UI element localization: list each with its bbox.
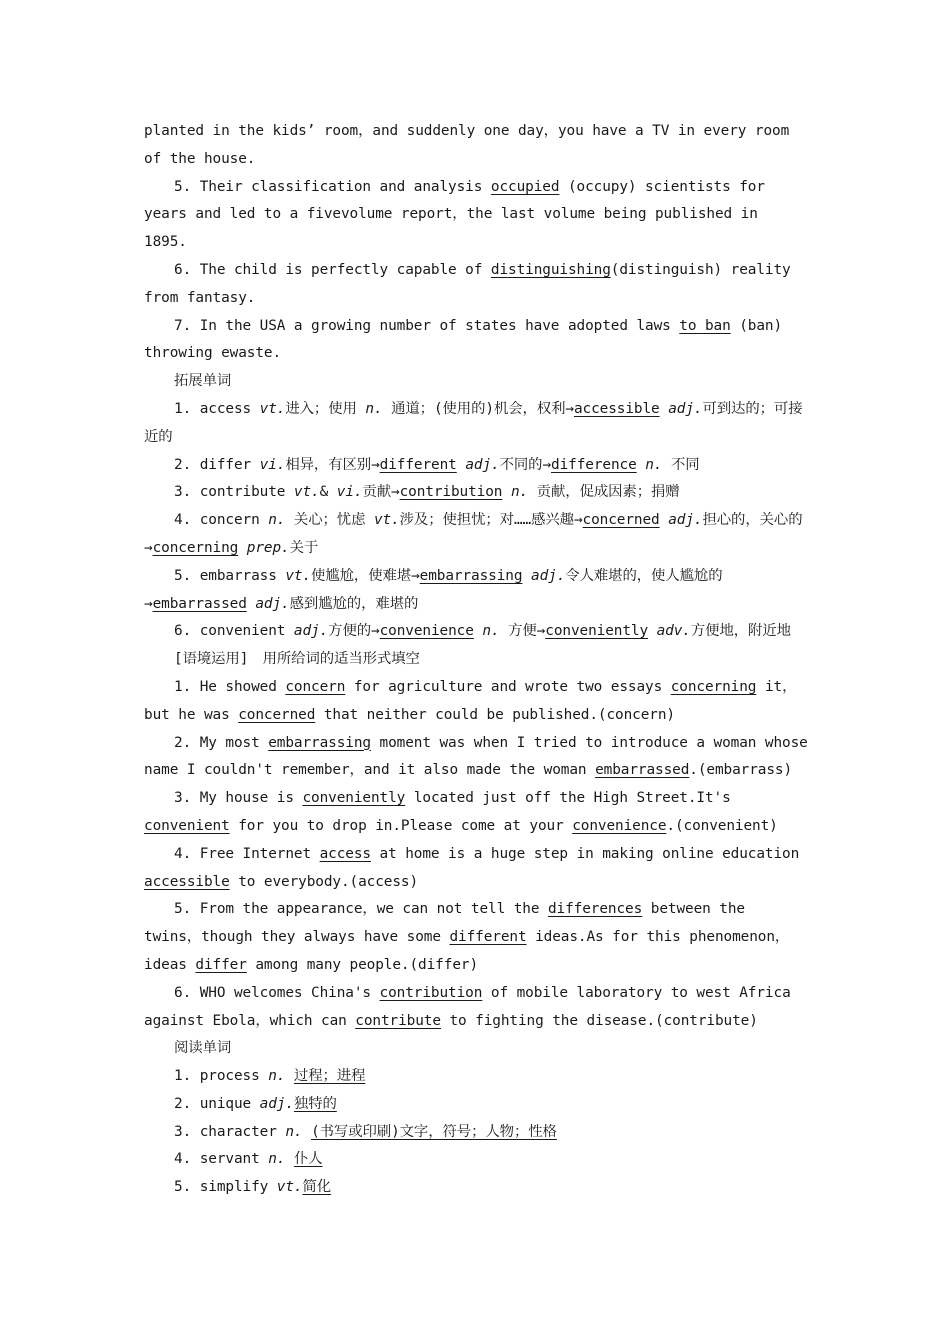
answer-text: contribution <box>399 484 503 501</box>
part-of-speech: adj. <box>668 512 703 529</box>
text-segment: planted in the kids’ room，and suddenly one day，you have a TV in every room of the house. <box>144 123 790 167</box>
text-segment: 5. From the appearance，we can not tell the <box>174 901 548 918</box>
part-of-speech: adj. <box>465 456 500 473</box>
paragraph <box>144 646 809 674</box>
part-of-speech: vi. <box>259 456 286 473</box>
text-segment <box>648 623 657 639</box>
paragraph <box>144 507 809 563</box>
text-segment: 2. My most <box>174 734 269 751</box>
text-segment: 方便地，附近地 <box>690 623 791 640</box>
text-segment: 方便的→ <box>328 623 380 640</box>
text-segment: that neither could be published.(concern) <box>315 706 675 723</box>
text-segment: among many people.(differ) <box>246 956 479 973</box>
paragraph <box>144 674 809 730</box>
answer-text: convenience <box>572 817 667 834</box>
paragraph <box>144 1174 809 1202</box>
part-of-speech: adj. <box>255 595 290 612</box>
text-segment: 拓展单词 <box>174 373 232 390</box>
answer-text: 仆人 <box>293 1151 323 1168</box>
text-segment: 3. My house is <box>174 790 303 807</box>
answer-text: embarrassed <box>595 762 690 779</box>
text-segment: 3. character <box>174 1123 286 1140</box>
text-segment: 7. In the USA a growing number of states have adopted laws <box>174 317 680 334</box>
part-of-speech: vt. <box>293 484 320 501</box>
answer-text: concerning <box>152 539 239 556</box>
text-segment: 2. differ <box>174 456 260 473</box>
text-segment: 感到尴尬的，难堪的 <box>289 595 419 612</box>
paragraph <box>144 1035 809 1063</box>
answer-text: concerned <box>582 512 660 529</box>
answer-text: to ban <box>679 317 731 334</box>
document-page <box>144 118 809 1202</box>
answer-text: occupied <box>490 178 560 195</box>
text-segment: 5. simplify <box>174 1179 277 1196</box>
text-segment <box>522 568 531 584</box>
paragraph <box>144 980 809 1036</box>
answer-text: embarrassing <box>419 567 523 584</box>
part-of-speech: adv. <box>656 623 691 640</box>
answer-text: concerned <box>238 706 316 723</box>
paragraph <box>144 618 809 646</box>
paragraph <box>144 563 809 619</box>
paragraph <box>144 479 809 507</box>
part-of-speech: vt. <box>259 400 286 417</box>
text-segment <box>302 1124 311 1140</box>
paragraph <box>144 1119 809 1147</box>
paragraph <box>144 1146 809 1174</box>
text-segment: moment was when I tried to introduce a woman whose name I couldn't remember，and it also made the woman <box>144 734 808 779</box>
answer-text: (书写或印刷)文字，符号；人物；性格 <box>311 1123 557 1140</box>
answer-text: conveniently <box>545 623 649 640</box>
text-segment: ideas.As for this phenomenon，ideas <box>144 929 790 973</box>
text-segment: .(embarrass) <box>689 762 793 779</box>
text-segment: 关心；忧虑 <box>285 512 374 529</box>
text-segment: 通道；(使用的)机会，权利→ <box>382 400 574 417</box>
paragraph <box>144 1063 809 1091</box>
part-of-speech: n. <box>285 1123 303 1140</box>
text-segment: 使尴尬，使难堪→ <box>311 567 420 584</box>
answer-text: 过程；进程 <box>293 1068 366 1085</box>
text-segment: at home is a huge step in making online education <box>370 845 800 862</box>
text-segment: between the twins，though they always have some <box>144 901 745 946</box>
answer-text: contribute <box>355 1012 441 1029</box>
answer-text: difference <box>551 456 637 473</box>
text-segment <box>637 457 646 473</box>
text-segment: (ban) throwing ewaste. <box>144 317 783 362</box>
text-segment: 可到达的；可接近的 <box>144 400 803 445</box>
text-segment: 不同 <box>662 456 700 473</box>
answer-text: embarrassed <box>152 595 247 612</box>
paragraph <box>144 452 809 480</box>
part-of-speech: vt. <box>276 1179 303 1196</box>
part-of-speech: n. <box>482 623 500 640</box>
text-segment: to fighting the disease.(contribute) <box>440 1012 758 1029</box>
answer-text: different <box>449 929 527 946</box>
answer-text: different <box>379 456 457 473</box>
answer-text: 独特的 <box>293 1095 337 1112</box>
answer-text: 简化 <box>302 1179 332 1196</box>
part-of-speech: prep. <box>246 539 290 556</box>
text-segment: of mobile laboratory to west Africa against Ebola，which can <box>144 984 791 1029</box>
part-of-speech: n. <box>268 512 286 529</box>
text-segment: 4. Free Internet <box>174 845 320 862</box>
text-segment: for you to drop in.Please come at your <box>229 817 573 834</box>
text-segment: 4. servant <box>174 1151 269 1168</box>
text-segment: 2. unique <box>174 1095 260 1112</box>
text-segment: 方便→ <box>499 623 546 640</box>
part-of-speech: n. <box>510 484 529 501</box>
paragraph <box>144 396 809 452</box>
part-of-speech: n. <box>645 456 663 473</box>
text-segment: & <box>319 484 337 501</box>
answer-text: concern <box>285 678 346 695</box>
part-of-speech: adj. <box>668 400 703 417</box>
text-segment: for agriculture and wrote two essays <box>345 678 671 695</box>
part-of-speech: n. <box>268 1151 286 1168</box>
text-segment: 贡献，促成因素；捐赠 <box>528 484 680 501</box>
text-segment <box>660 401 669 417</box>
answer-text: differ <box>195 956 247 973</box>
text-segment: 5. Their classification and analysis <box>174 178 491 195</box>
paragraph <box>144 313 809 369</box>
text-segment: to everybody.(access) <box>229 873 419 890</box>
part-of-speech: n. <box>268 1068 286 1085</box>
part-of-speech: adj. <box>293 623 329 640</box>
text-segment: 1. process <box>174 1068 269 1085</box>
part-of-speech: vi. <box>336 484 363 501</box>
text-segment: 进入；使用 <box>285 400 366 417</box>
part-of-speech: adj. <box>531 567 566 584</box>
part-of-speech: n. <box>365 400 383 417</box>
paragraph <box>144 174 809 257</box>
answer-text: accessible <box>144 873 230 890</box>
text-segment: 相异，有区别→ <box>285 456 380 473</box>
text-segment <box>285 1151 294 1167</box>
part-of-speech: vt. <box>373 512 400 529</box>
text-segment: 6. WHO welcomes China's <box>174 984 380 1001</box>
text-segment: 3. contribute <box>174 484 294 501</box>
answer-text: concerning <box>670 678 757 695</box>
paragraph <box>144 730 809 786</box>
answer-text: distinguishing <box>490 261 611 278</box>
part-of-speech: adj. <box>259 1095 294 1112</box>
text-segment <box>285 1068 294 1084</box>
answer-text: embarrassing <box>268 734 371 751</box>
text-segment <box>502 484 511 500</box>
text-segment: (occupy) scientists for years and led to a fivevolume report，the last volume being published in 1895. <box>144 178 765 251</box>
text-segment: 1. access <box>174 400 260 417</box>
text-segment: .(convenient) <box>666 817 778 834</box>
paragraph <box>144 118 809 174</box>
text-segment: 6. The child is perfectly capable of <box>174 261 491 278</box>
text-segment: located just off the High Street.It's <box>405 790 731 807</box>
text-segment: 令人难堪的，使人尴尬的→ <box>144 567 723 612</box>
text-segment: it，but he was <box>144 678 797 723</box>
text-segment: 贡献→ <box>362 484 400 501</box>
answer-text: differences <box>547 901 643 918</box>
paragraph <box>144 1091 809 1119</box>
answer-text: convenient <box>144 817 230 834</box>
text-segment: 涉及；使担忧；对……感兴趣→ <box>399 512 583 529</box>
text-segment <box>238 540 247 556</box>
paragraph <box>144 785 809 841</box>
part-of-speech: vt. <box>285 567 312 584</box>
paragraph <box>144 896 809 979</box>
text-segment: [语境运用] 用所给词的适当形式填空 <box>174 651 420 668</box>
text-segment: 6. convenient <box>174 623 294 640</box>
text-segment: 担心的，关心的→ <box>144 512 803 556</box>
text-segment <box>660 512 669 528</box>
answer-text: convenience <box>379 623 474 640</box>
paragraph <box>144 368 809 396</box>
paragraph <box>144 257 809 313</box>
text-segment: 不同的→ <box>499 456 552 473</box>
text-segment: 阅读单词 <box>174 1040 232 1057</box>
text-segment: 关于 <box>289 539 319 556</box>
text-segment: 4. concern <box>174 512 269 529</box>
answer-text: contribution <box>379 984 483 1001</box>
answer-text: accessible <box>573 400 660 417</box>
text-segment: (distinguish) reality from fantasy. <box>144 261 791 306</box>
answer-text: access <box>319 845 371 862</box>
answer-text: conveniently <box>302 790 406 807</box>
paragraph <box>144 841 809 897</box>
text-segment: 1. He showed <box>174 678 286 695</box>
text-segment: 5. embarrass <box>174 567 286 584</box>
